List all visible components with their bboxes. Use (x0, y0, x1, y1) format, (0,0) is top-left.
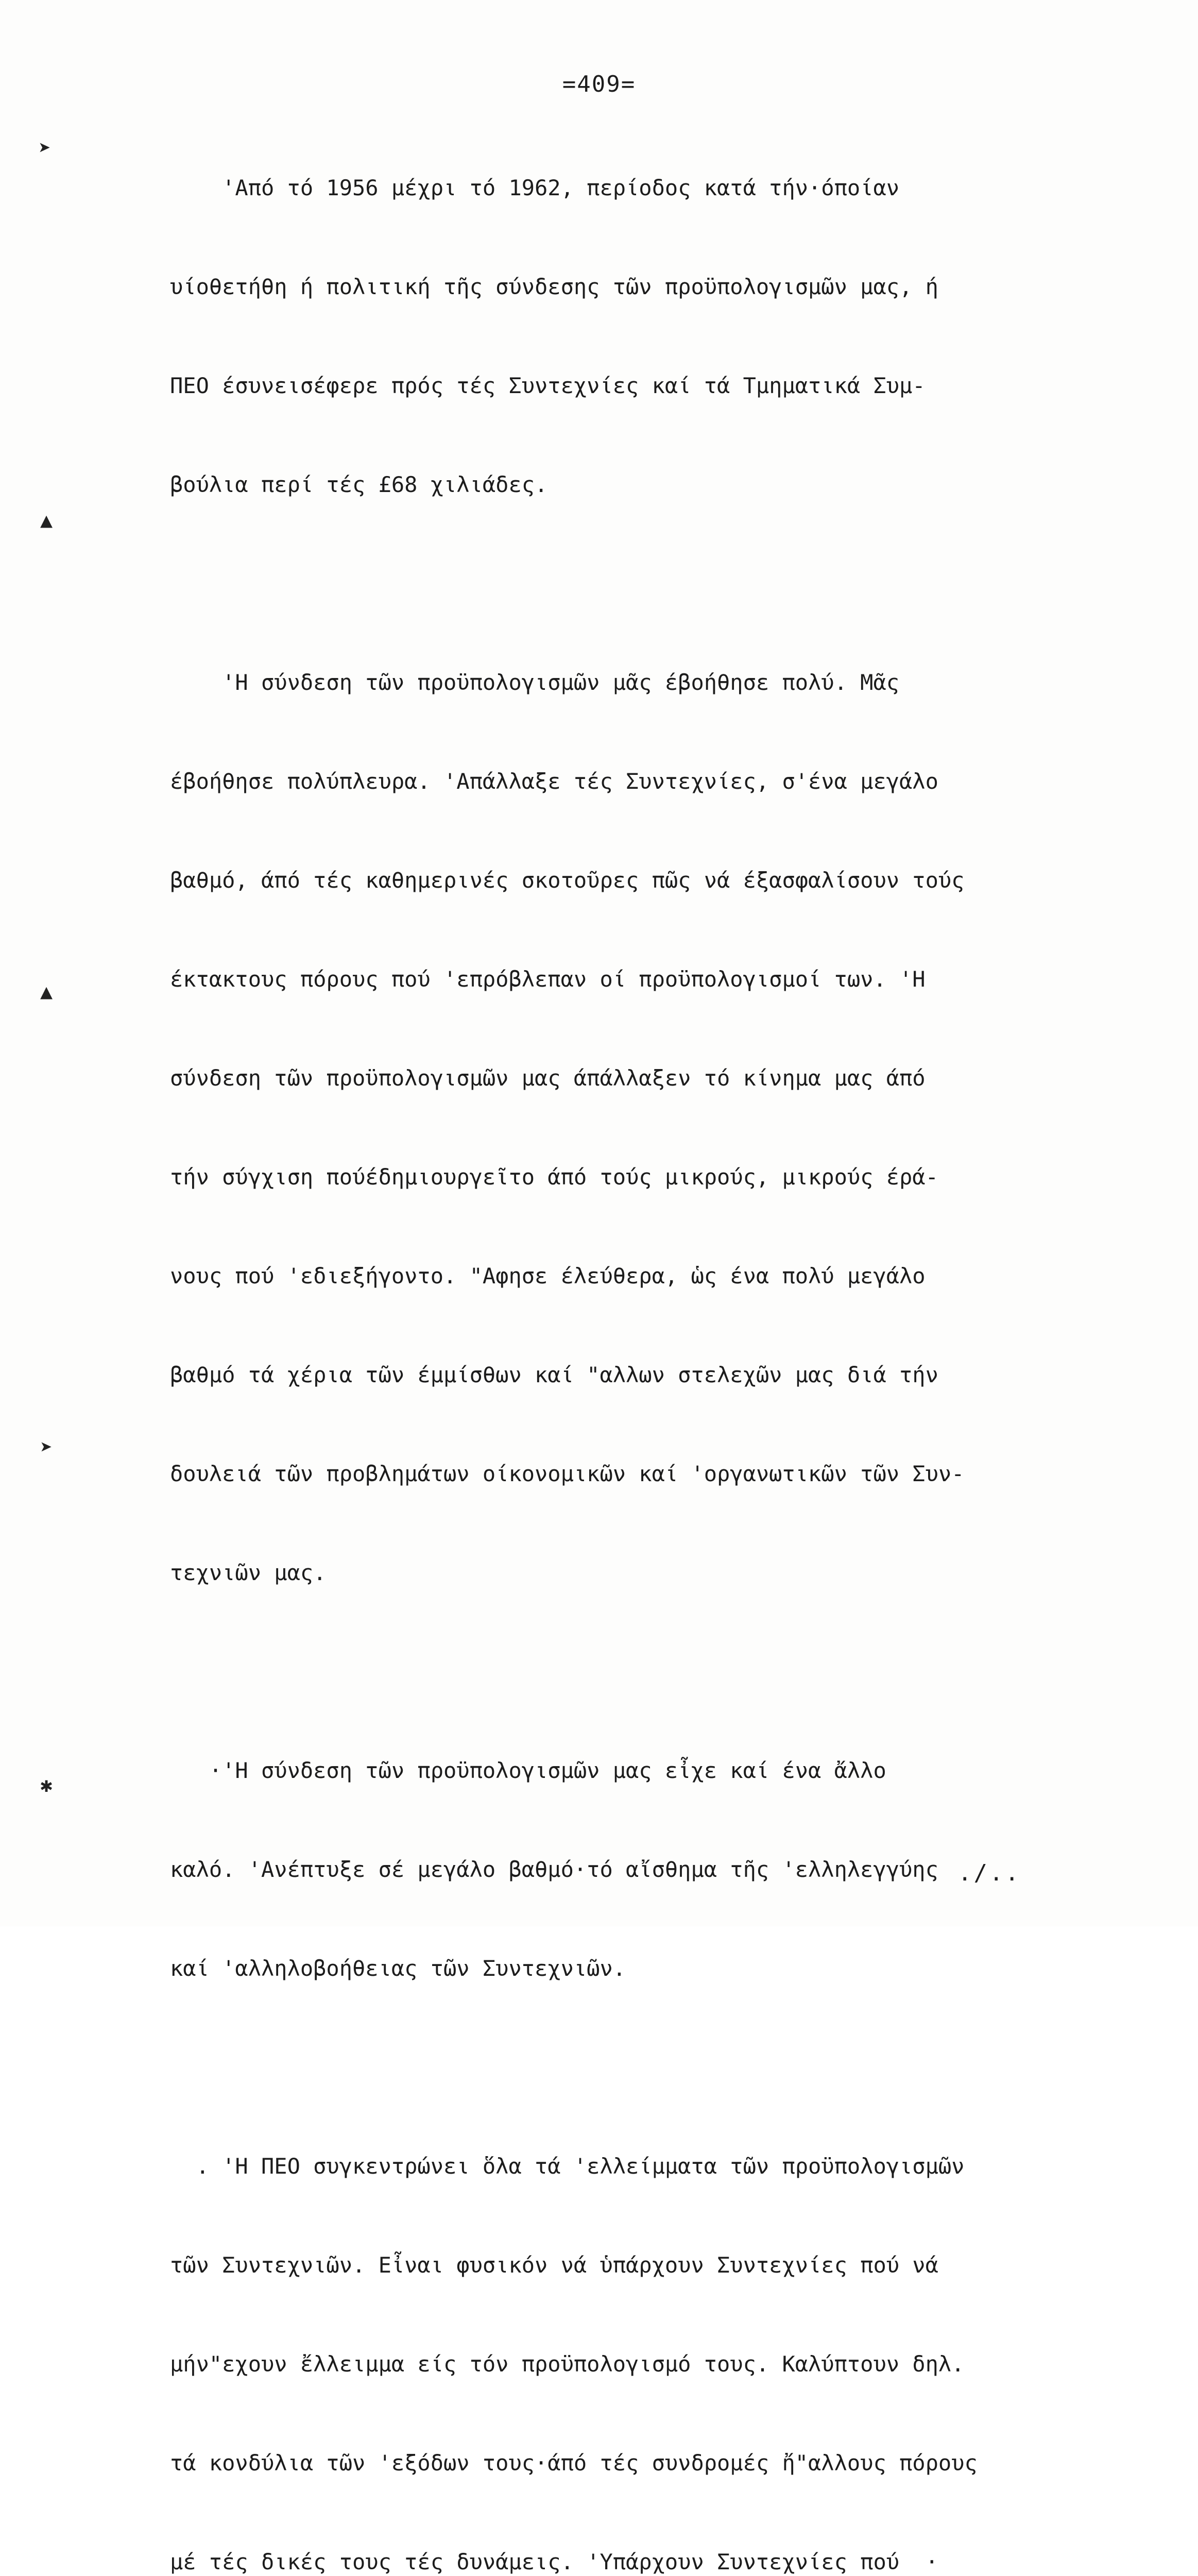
margin-arrow-icon: ➤ (40, 1436, 53, 1460)
text-line: καλό. 'Ανέπτυξε σέ μεγάλο βαθμό·τό αἴσθημα τῆς 'ελληλεγγύης (170, 1857, 938, 1882)
margin-triangle-icon: ▲ (40, 980, 53, 1004)
text-line: έβοήθησε πολύπλευρα. 'Απάλλαξε τές Συντεχνίες, σ'ένα μεγάλο (170, 769, 938, 794)
text-line: τῶν Συντεχνιῶν. Εἶναι φυσικόν νά ὑπάρχουν Συντεχνίες πού νά (170, 2252, 938, 2278)
text-line: σύνδεση τῶν προϋπολογισμῶν μας άπάλλαξεν τό κίνημα μας άπό (170, 1065, 926, 1091)
text-line: ΠΕΟ έσυνεισέφερε πρός τές Συντεχνίες καί τά Τμηματικά Συμ- (170, 373, 926, 398)
text-line: έκτακτους πόρους πού 'επρόβλεπαν οί προϋπολογισμοί των. 'Η (170, 967, 926, 992)
text-line: βαθμό, άπό τές καθημερινές σκοτοῦρες πῶς νά έξασφαλίσουν τούς (170, 868, 965, 893)
text-line: μήν"εχουν ἔλλειμμα είς τόν προϋπολογισμό τους. Καλύπτουν δηλ. (170, 2351, 965, 2377)
margin-triangle-icon: ▲ (40, 509, 53, 532)
text-line: τεχνιῶν μας. (170, 1560, 327, 1585)
text-line: 'Από τό 1956 μέχρι τό 1962, περίοδος κατά τήν·όποίαν (170, 175, 900, 200)
continuation-mark: ./.. (958, 1860, 1021, 1886)
text-line: βούλια περί τές £68 χιλιάδες. (170, 472, 548, 497)
text-line: τήν σύγχιση πούέδημιουργεῖτο άπό τούς μικρούς, μικρούς έρά- (170, 1164, 938, 1190)
text-line: καί 'αλληλοβοήθειας τῶν Συντεχνιῶν. (170, 1956, 626, 1981)
text-line: υίοθετήθη ή πολιτική τῆς σύνδεσης τῶν προϋπολογισμῶν μας, ή (170, 274, 938, 299)
paragraph (170, 600, 1149, 1655)
text-line: νους πού 'εδιεξήγοντο. "Αφησε έλεύθερα, ὡς ένα πολύ μεγάλο (170, 1263, 926, 1289)
margin-star-icon: ✱ (40, 1773, 53, 1797)
document-body (170, 106, 1149, 2576)
text-line: δουλειά τῶν προβλημάτων οίκονομικῶν καί 'οργανωτικῶν τῶν Συν- (170, 1461, 965, 1486)
text-line: μέ τές δικές τους τές δυνάμεις. 'Υπάρχουν Συντεχνίες πού · (170, 2549, 938, 2574)
text-line: τά κονδύλια τῶν 'εξόδων τους·άπό τές συνδρομές ἤ"αλλους πόρους (170, 2450, 978, 2476)
text-line: ·'Η σύνδεση τῶν προϋπολογισμῶν μας εἶχε καί ένα ἄλλο (170, 1758, 886, 1783)
paragraph (170, 2084, 1149, 2576)
text-line: βαθμό τά χέρια τῶν έμμίσθων καί "αλλων στελεχῶν μας διά τήν (170, 1362, 938, 1387)
margin-arrow-icon: ➤ (39, 137, 52, 160)
text-line: . 'Η ΠΕΟ συγκεντρώνει ὅλα τά 'ελλείμματα τῶν προϋπολογισμῶν (170, 2154, 965, 2179)
paragraph (170, 106, 1149, 567)
page-number: =409= (562, 71, 636, 97)
text-line: 'Η σύνδεση τῶν προϋπολογισμῶν μᾶς έβοήθησε πολύ. Μᾶς (170, 670, 900, 695)
